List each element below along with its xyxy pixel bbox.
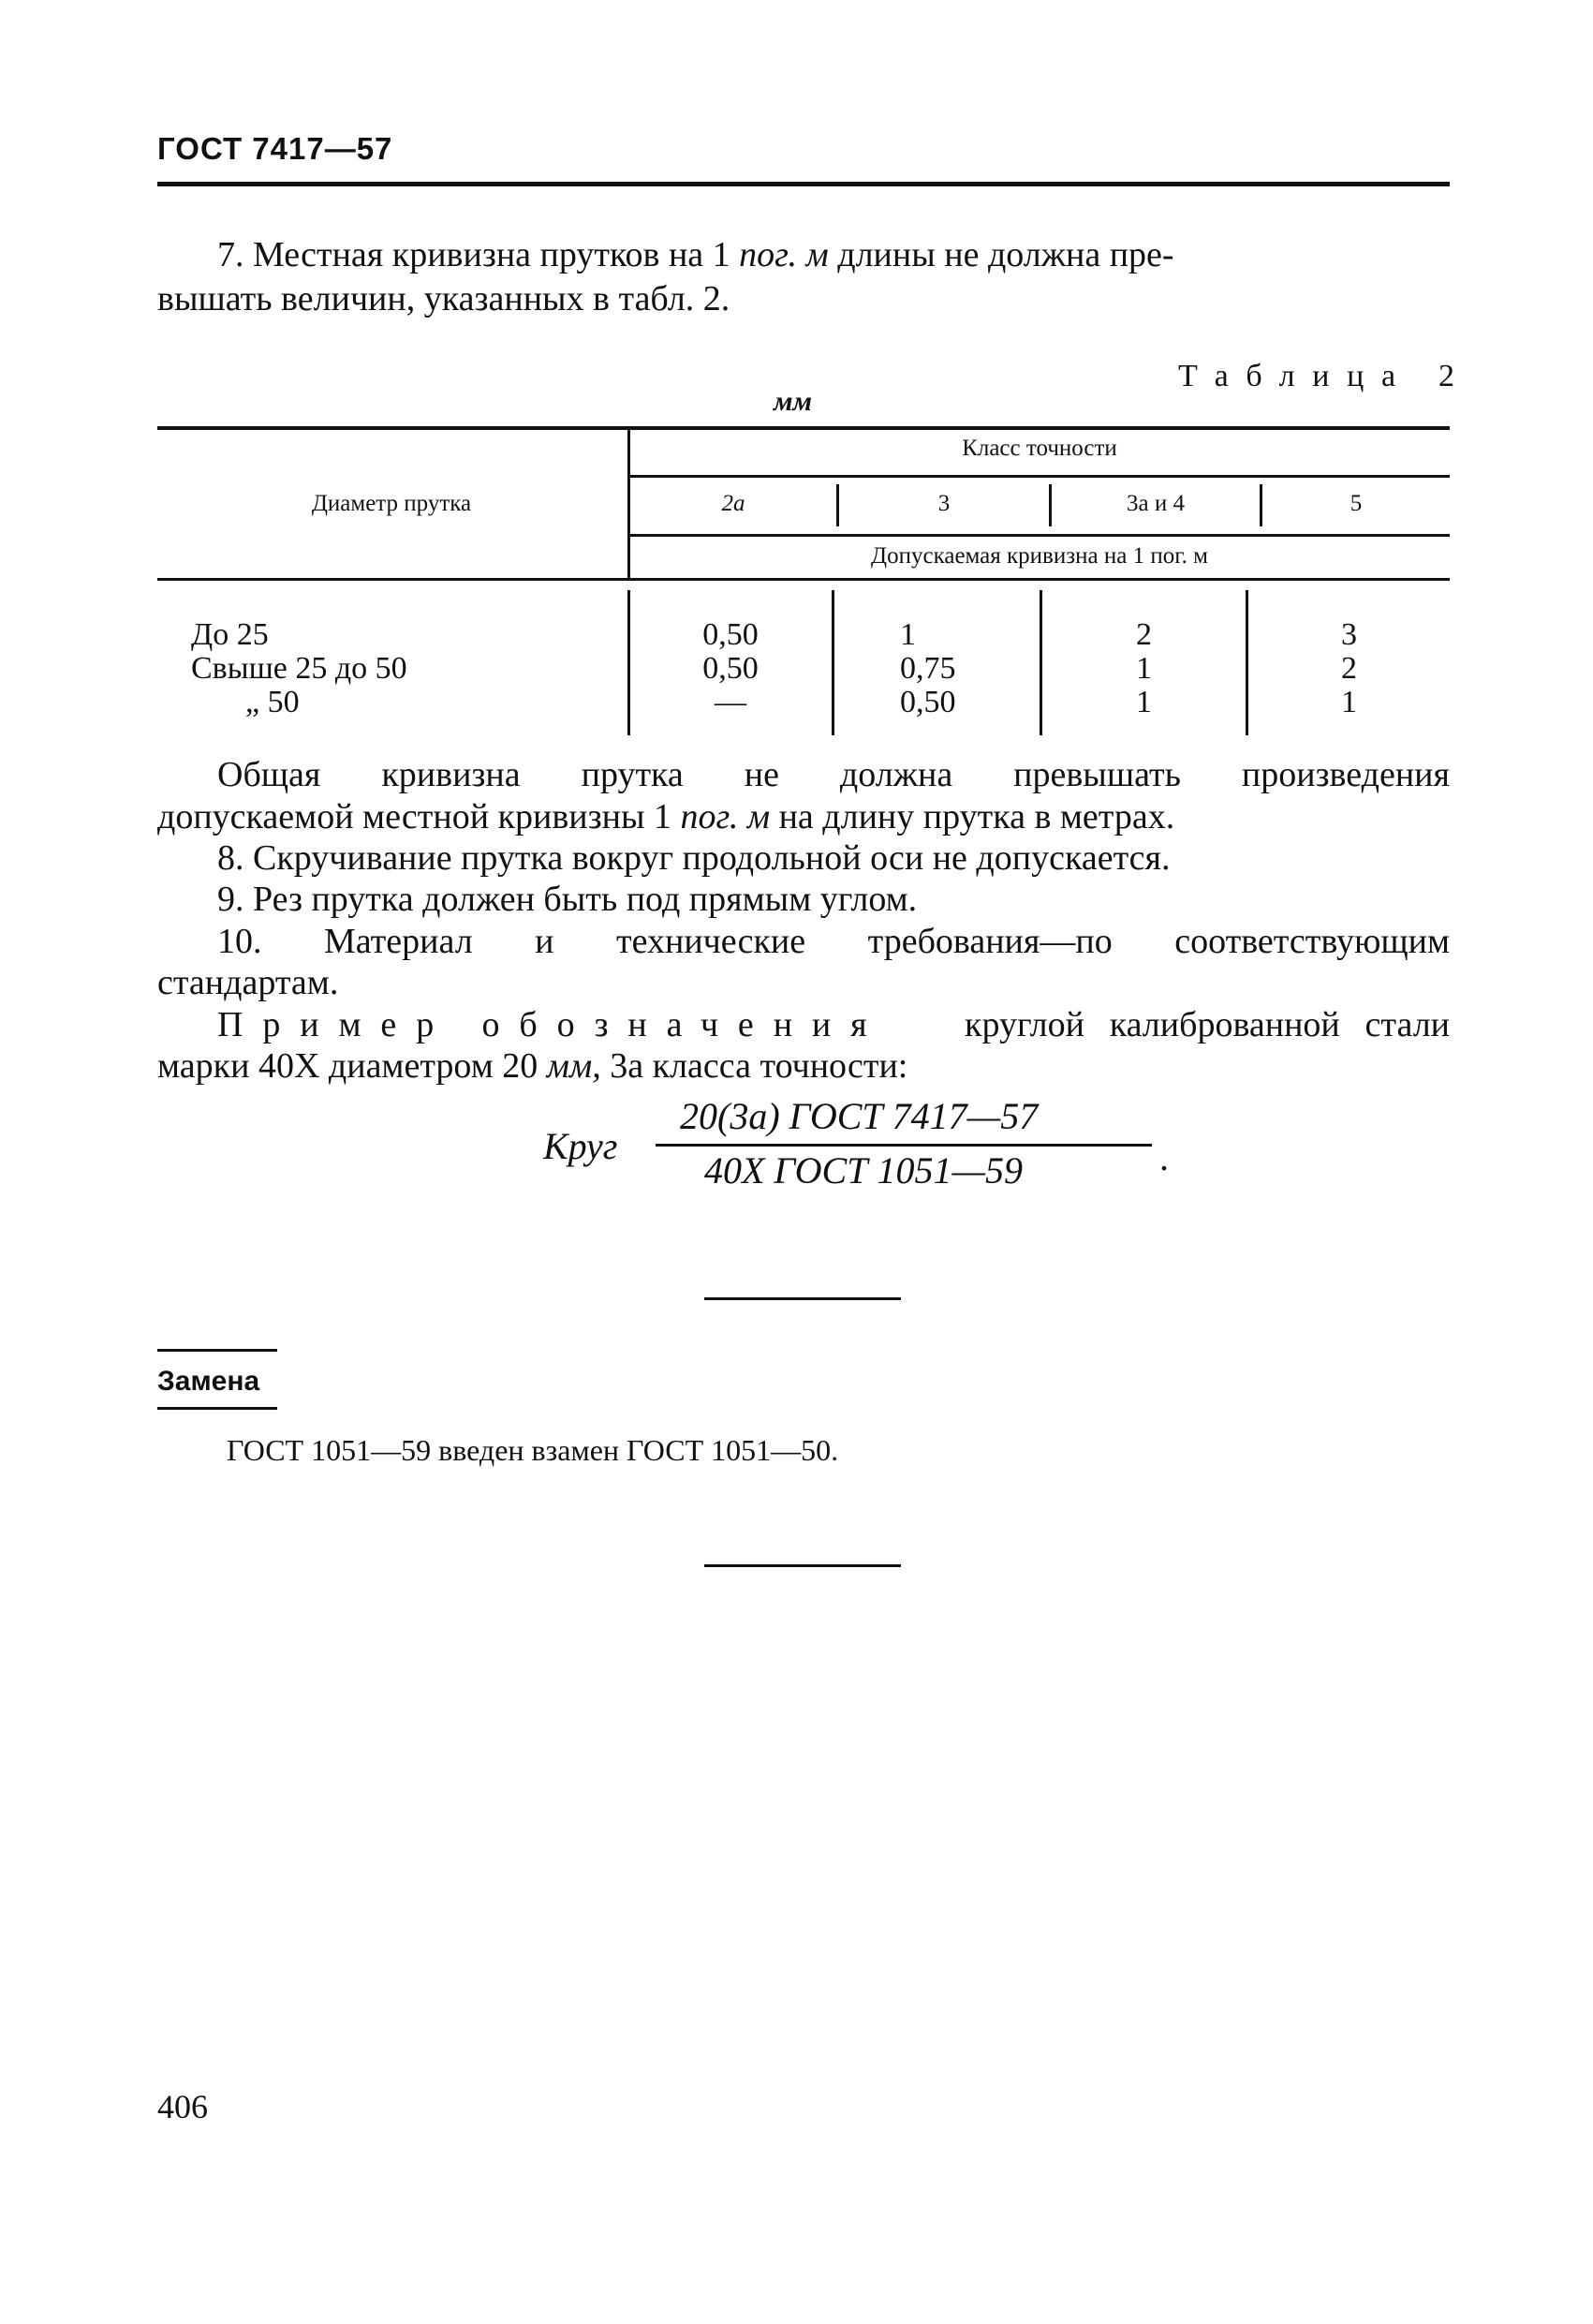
item-8: 8. Скручивание прутка вокруг продольной оси не допускается. <box>217 838 1171 878</box>
table-cell: 1 <box>1136 685 1152 719</box>
item-10-line2: стандартам. <box>157 963 339 1002</box>
table-caption: Таблица 2 <box>1178 359 1472 393</box>
document-header: ГОСТ 7417—57 <box>157 131 393 166</box>
formula-prefix: Круг <box>543 1125 618 1167</box>
class-header-rule <box>629 475 1450 478</box>
unit-text: пог. м <box>680 797 771 836</box>
header-class-2a: 2а <box>721 491 745 516</box>
replacement-text: ГОСТ 1051—59 введен взамен ГОСТ 1051—50. <box>227 1433 839 1467</box>
row-label: До 25 <box>191 617 269 652</box>
replacement-top-rule <box>157 1349 277 1352</box>
table-cell: 2 <box>1341 651 1357 686</box>
header-curvature: Допускаемая кривизна на 1 пог. м <box>871 543 1208 569</box>
header-class: Класс точности <box>962 436 1117 461</box>
paragraph-7-line2: вышать величин, указанных в табл. 2. <box>157 279 730 318</box>
table-cell: 0,50 <box>702 617 759 652</box>
row-label: „ 50 <box>245 685 300 719</box>
header-class-3: 3 <box>937 491 951 516</box>
example-label: Пример обозначения <box>217 1005 887 1044</box>
table-cell: 0,50 <box>900 685 956 719</box>
class-subheader-rule <box>629 534 1450 537</box>
formula-tail: . <box>1159 1136 1169 1178</box>
table-cell: 2 <box>1136 617 1152 652</box>
row-label: Свыше 25 до 50 <box>191 651 407 686</box>
table-cell: 1 <box>1341 685 1357 719</box>
general-curvature-line2 <box>157 796 1174 837</box>
table-cell: 0,50 <box>702 651 759 686</box>
general-curvature-line1: Общая кривизна прутка не должна превышать произведения <box>217 755 1450 794</box>
page-number: 406 <box>157 2088 208 2125</box>
table-cell: 3 <box>1341 617 1357 652</box>
table-cell: 1 <box>1136 651 1152 686</box>
example-line1-rest: круглой калиброванной стали <box>965 1005 1450 1044</box>
table-header-bottom-rule <box>157 578 1450 581</box>
header-rule <box>157 182 1450 186</box>
text-span: допускаемой местной кривизны 1 <box>157 797 681 836</box>
formula-fraction-bar <box>656 1144 1152 1147</box>
text-span: длины не должна пре- <box>828 235 1174 274</box>
text-span: 3а класса точности: <box>600 1046 908 1086</box>
table-cell: 0,75 <box>900 651 956 686</box>
example-line2 <box>157 1045 907 1087</box>
header-class-3a-4: 3а и 4 <box>1127 491 1185 516</box>
header-diameter: Диаметр прутка <box>311 491 472 516</box>
text-span: на длину прутка в метрах. <box>770 797 1175 836</box>
item-10-line1: 10. Материал и технические требования—по соответствующим <box>217 922 1450 961</box>
formula-numerator: 20(3а) ГОСТ 7417—57 <box>680 1095 1039 1137</box>
unit-text: мм, <box>546 1046 601 1086</box>
text-span: марки 40Х диаметром 20 <box>157 1046 547 1086</box>
item-9: 9. Рез прутка должен быть под прямым углом. <box>217 880 918 919</box>
section-separator <box>704 1297 901 1300</box>
unit-text: пог. м <box>739 235 829 274</box>
table-top-rule <box>157 426 1450 430</box>
table-cell: 1 <box>900 617 916 652</box>
text-span: 7. Местная кривизна прутков на 1 <box>217 235 740 274</box>
replacement-title: Замена <box>157 1366 260 1397</box>
paragraph-7-line1 <box>217 234 1174 275</box>
replacement-bottom-rule <box>157 1407 277 1410</box>
table-unit: мм <box>774 386 813 417</box>
table-cell: — <box>715 685 746 719</box>
header-class-5: 5 <box>1350 491 1363 516</box>
section-separator <box>704 1564 901 1567</box>
formula-denominator: 40Х ГОСТ 1051—59 <box>704 1149 1024 1192</box>
